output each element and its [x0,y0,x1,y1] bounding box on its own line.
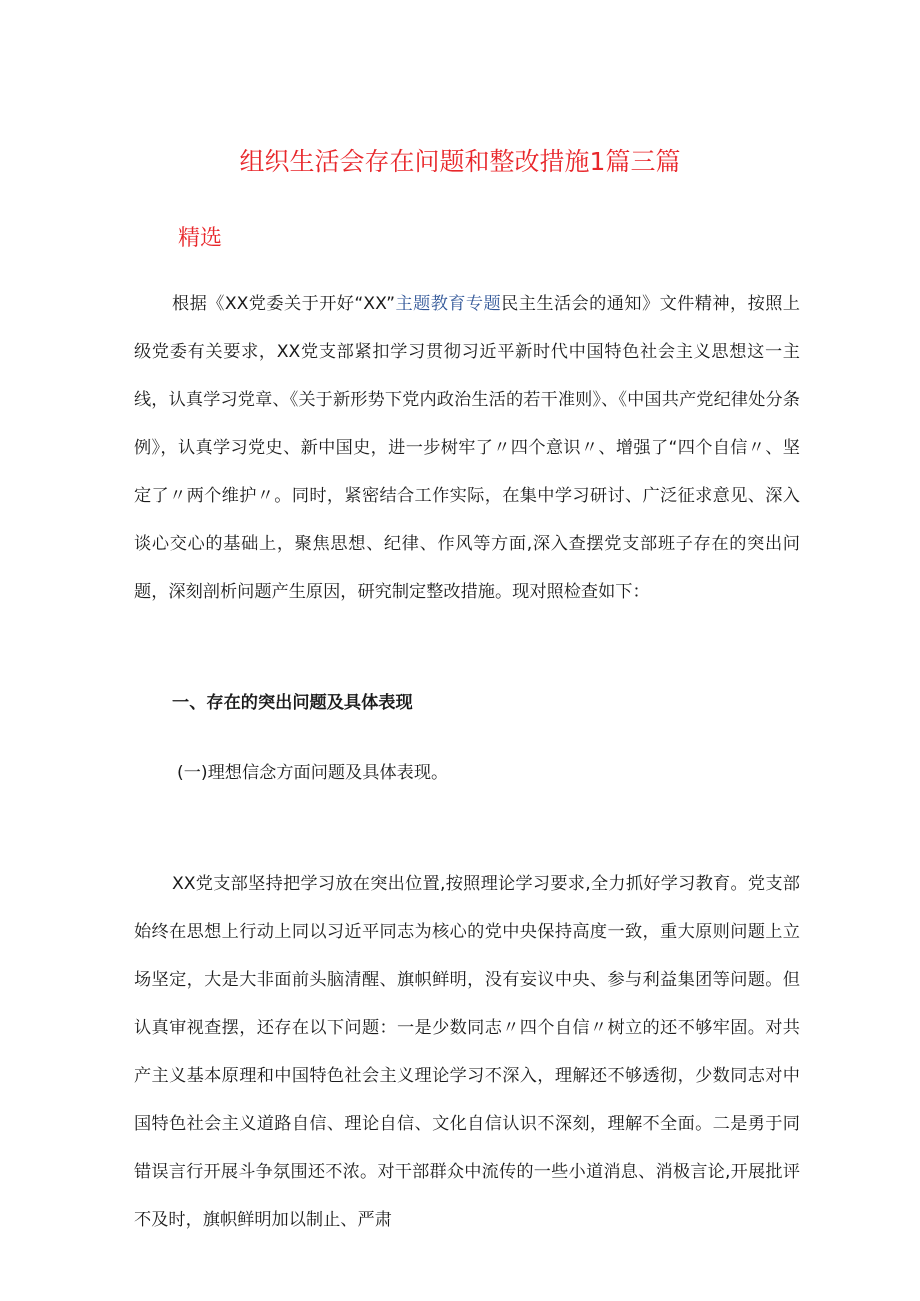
subsection-heading: (一)理想信念方面问题及具体表现。 [177,763,449,783]
intro-text-part1: 根据《XX党委关于开好“XX” [172,294,396,314]
document-subtitle: 精选 [178,226,223,251]
section-heading: 一、存在的突出问题及具体表现 [172,693,413,713]
intro-highlight-text: 主题教育专题 [395,294,502,314]
intro-paragraph [134,280,800,616]
intro-text-part3: 民主生活会的通知》文件精神，按照上级党委有关要求，XX党支部紧扣学习贯彻习近平新时代中国特色社会主义思想这一主线，认真学习党章、《关于新形势下党内政治生活的若干准则》、《中国共产党纪律处分条例》，认真学习党史、新中国史，进一步树牢了〃四个意识〃、增强了“四个自信〃、坚定了〃两个维护〃。同时，紧密结合工作实际，在集中学习研讨、广泛征求意见、深入谈心交心的基础上，聚焦思想、纪律、作风等方面,深入查摆党支部班子存在的突出问题，深刻剖析问题产生原因，研究制定整改措施。现对照检查如下： [134,294,800,602]
section-body-paragraph: XX党支部坚持把学习放在突出位置,按照理论学习要求,全力抓好学习教育。党支部始终在思想上行动上同以习近平同志为核心的党中央保持高度一致，重大原则问题上立场坚定，大是大非面前头脑清醒、旗帜鲜明，没有妄议中央、参与利益集团等问题。但认真审视查摆，还存在以下问题：一是少数同志〃四个自信〃树立的还不够牢固。对共产主义基本原理和中国特色社会主义理论学习不深入，理解还不够透彻，少数同志对中国特色社会主义道路自信、理论自信、文化自信认识不深刻，理解不全面。二是勇于同错误言行开展斗争氛围还不浓。对干部群众中流传的一些小道消息、消极言论,开展批评不及时，旗帜鲜明加以制止、严肃 [134,874,800,1230]
document-title: 组织生活会存在问题和整改措施1篇三篇 [239,147,681,176]
